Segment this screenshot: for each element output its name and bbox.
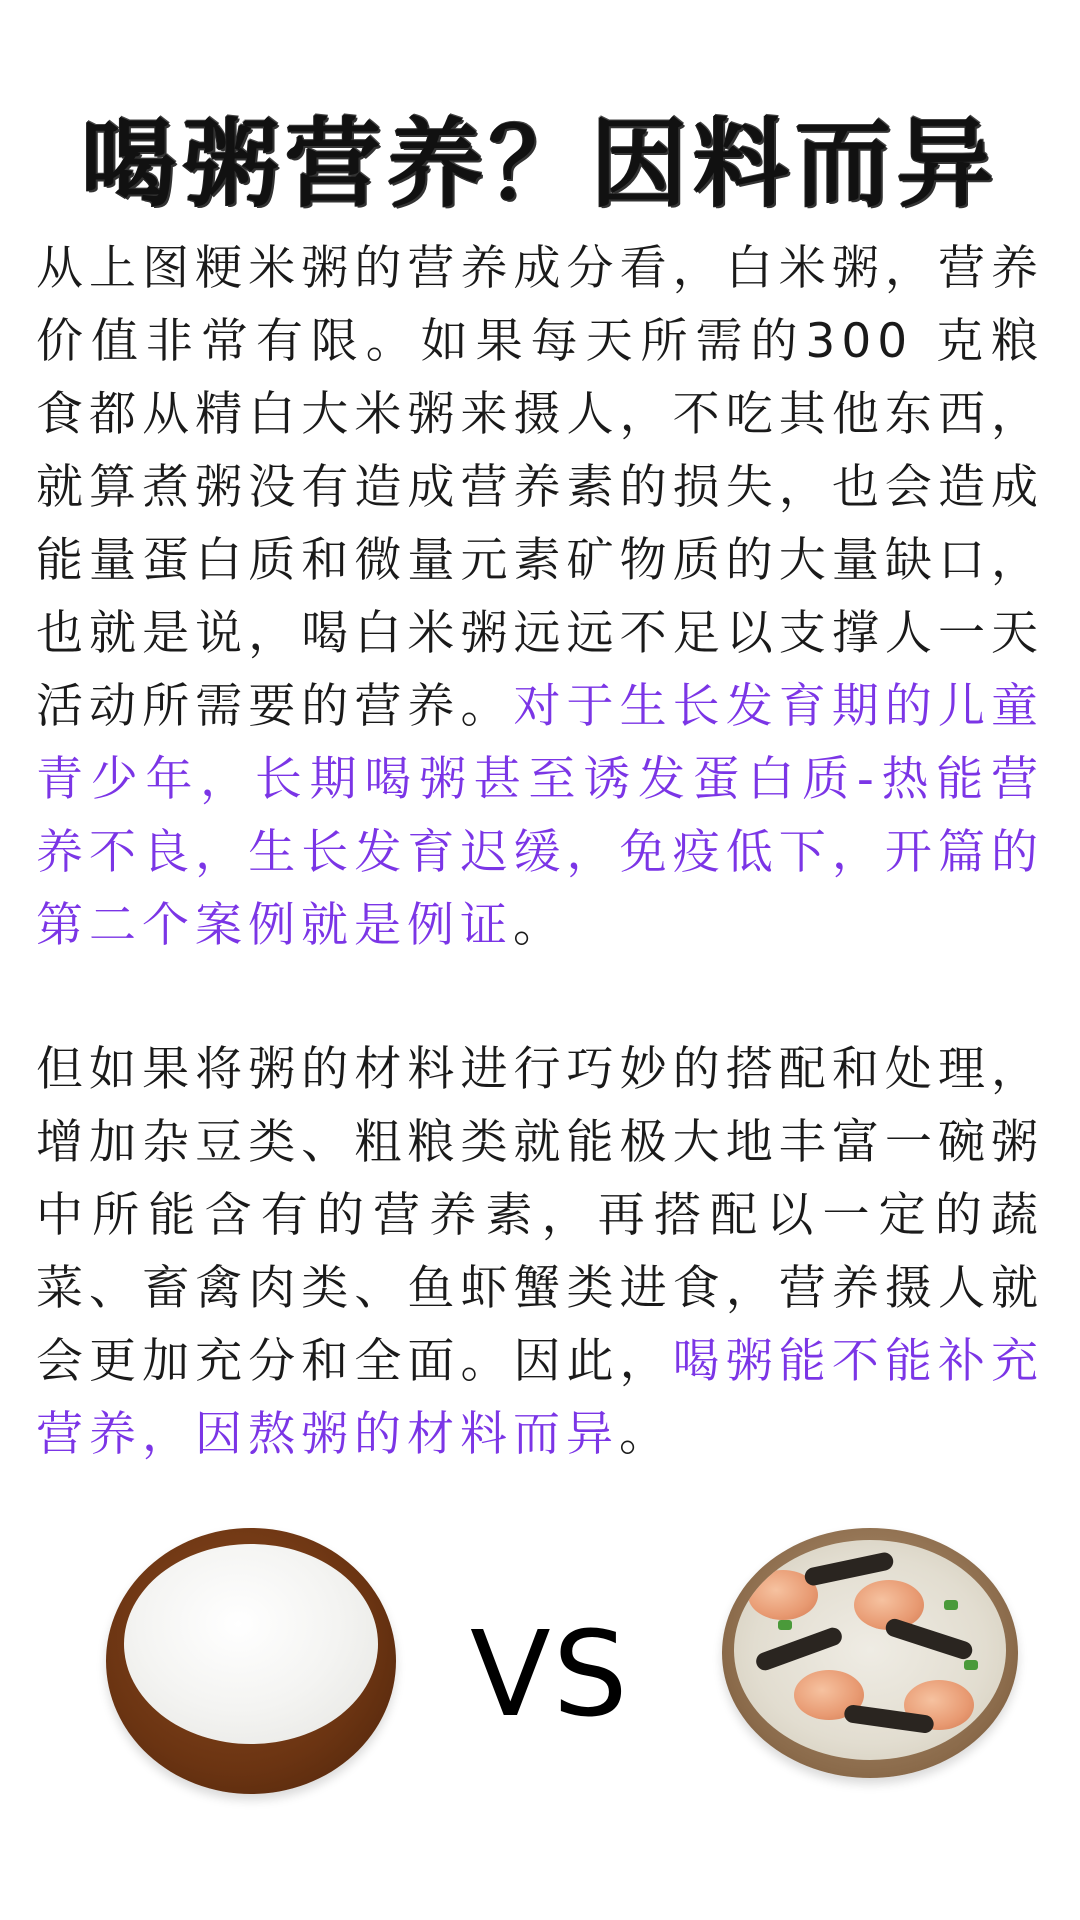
- page-title: 喝粥营养？因料而异: [81, 107, 999, 220]
- paragraph2-text: 但如果将粥的材料进行巧妙的搭配和处理，增加杂豆类、粗粮类就能极大地丰富一碗粥中所能含有的营养素，再搭配以一定的蔬菜、畜禽肉类、鱼虾蟹类进食，营养摄人就会更加充分和全面。因此，: [36, 1042, 1044, 1389]
- scallion-icon: [964, 1660, 978, 1670]
- paragraph-mixed-porridge: [36, 1033, 1044, 1471]
- white-rice-porridge-icon: [124, 1544, 378, 1744]
- paragraph2-end: 。: [619, 1407, 672, 1462]
- paragraph2-highlight: 喝粥能不能补充营养，因熬粥的材料而异: [36, 1334, 1045, 1462]
- sea-cucumber-icon: [754, 1625, 845, 1673]
- paragraph1-text: 从上图粳米粥的营养成分看，白米粥，营养价值非常有限。如果每天所需的300 克粮食都从精白大米粥来摄人，不吃其他东西，就算煮粥没有造成营养素的损失，也会造成能量蛋白质和微量元素矿物质的大量缺口，也就是说，喝白米粥远远不足以支撑人一天活动所需要的营养。: [36, 241, 1044, 734]
- paragraph1-end: 。: [513, 898, 566, 953]
- seafood-porridge-icon: [734, 1540, 1006, 1760]
- scallion-icon: [944, 1600, 958, 1610]
- sea-cucumber-icon: [883, 1617, 974, 1662]
- paragraph1-highlight: 对于生长发育期的儿童青少年，长期喝粥甚至诱发蛋白质-热能营养不良，生长发育迟缓，免疫低下，开篇的第二个案例就是例证: [36, 679, 1044, 953]
- vs-label: VS: [470, 1605, 630, 1743]
- scallion-icon: [778, 1620, 792, 1630]
- paragraph-white-porridge: [36, 232, 1044, 962]
